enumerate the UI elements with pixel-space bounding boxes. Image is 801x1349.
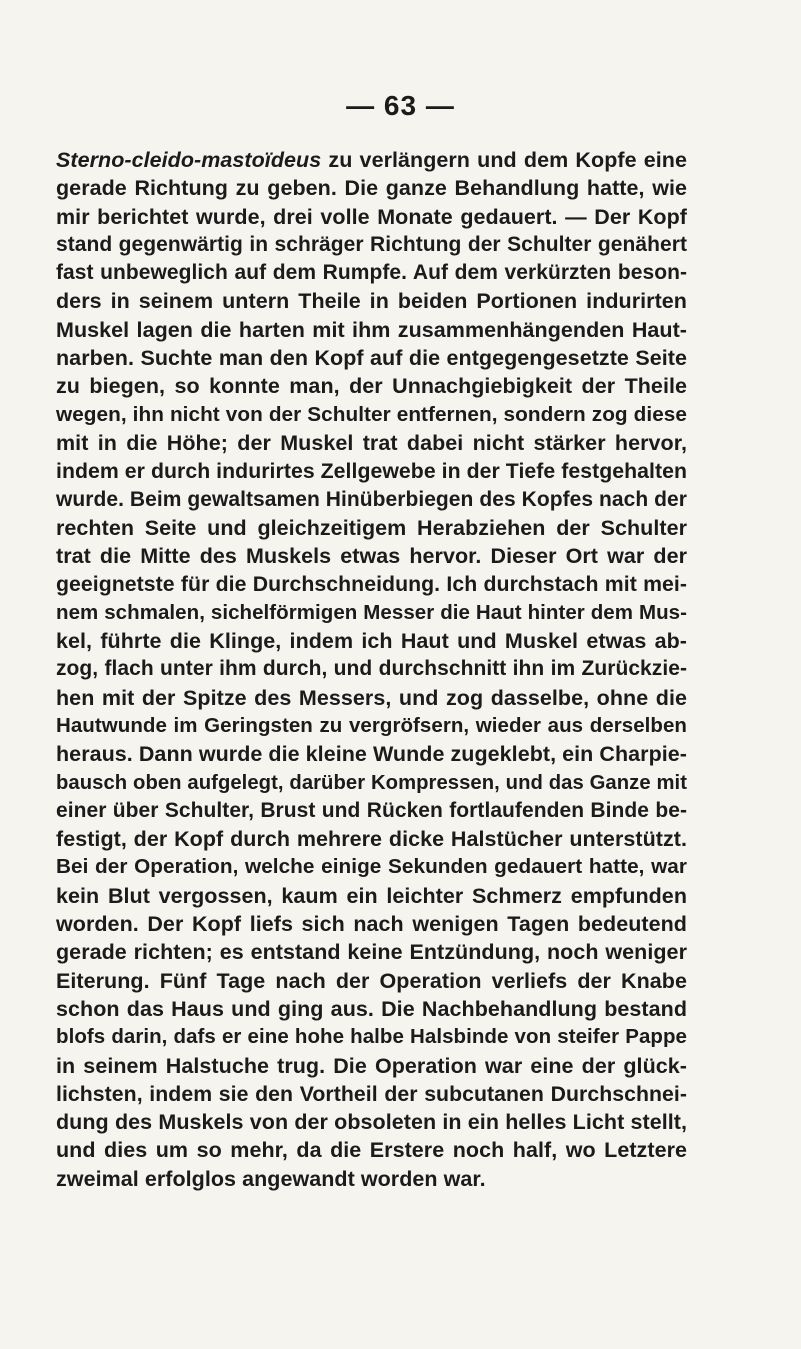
text-line: wurde. Beim gewaltsamen Hinüberbiegen des Kopfes nach der bbox=[56, 487, 687, 511]
text-line: kein Blut vergossen, kaum ein leichter Schmerz empfunden bbox=[56, 883, 687, 908]
text-line: zog, flach unter ihm durch, und durchschnitt ihn im Zurückzie- bbox=[56, 657, 687, 681]
text-line: fast unbeweglich auf dem Rumpfe. Auf dem verkürzten beson- bbox=[56, 261, 687, 285]
text-line: kel, führte die Klinge, indem ich Haut und Muskel etwas ab- bbox=[56, 629, 687, 654]
text-line: Muskel lagen die harten mit ihm zusammenhängenden Haut- bbox=[56, 317, 687, 342]
text-line: zweimal erfolglos angewandt worden war. bbox=[56, 1166, 486, 1191]
text-line: rechten Seite und gleichzeitigem Herabziehen der Schulter bbox=[56, 515, 687, 540]
text-line: festigt, der Kopf durch mehrere dicke Halstücher unterstützt. bbox=[56, 827, 687, 852]
text-line: und dies um so mehr, da die Erstere noch half, wo Letztere bbox=[56, 1138, 687, 1163]
text-line: dung des Muskels von der obsoleten in ein helles Licht stellt, bbox=[56, 1110, 687, 1135]
text-line: worden. Der Kopf liefs sich nach wenigen Tagen bedeutend bbox=[56, 912, 687, 937]
text-line: nem schmalen, sichelförmigen Messer die Haut hinter dem Mus- bbox=[56, 600, 687, 624]
text-line: wegen, ihn nicht von der Schulter entfernen, sondern zog diese bbox=[56, 402, 687, 426]
text-line: Hautwunde im Geringsten zu vergröfsern, wieder aus derselben bbox=[56, 713, 687, 737]
text-line: lichsten, indem sie den Vortheil der subcutanen Durchschnei- bbox=[56, 1081, 687, 1106]
text-line: mit in die Höhe; der Muskel trat dabei nicht stärker hervor, bbox=[56, 430, 687, 455]
text-line: zu biegen, so konnte man, der Unnachgiebigkeit der Theile bbox=[56, 374, 687, 399]
text-line: gerade richten; es entstand keine Entzündung, noch weniger bbox=[56, 940, 687, 965]
body-paragraph bbox=[56, 146, 687, 1193]
text-line: ders in seinem untern Theile in beiden Portionen indurirten bbox=[56, 289, 687, 314]
text-line: stand gegenwärtig in schräger Richtung der Schulter genähert bbox=[56, 232, 687, 256]
text-line: schon das Haus und ging aus. Die Nachbehandlung bestand bbox=[56, 996, 687, 1021]
text-line: indem er durch indurirtes Zellgewebe in der Tiefe festgehalten bbox=[56, 459, 687, 484]
text-line: mir berichtet wurde, drei volle Monate gedauert. — Der Kopf bbox=[56, 204, 687, 229]
text-line: bausch oben aufgelegt, darüber Kompressen, und das Ganze mit bbox=[56, 771, 687, 794]
text-line: narben. Suchte man den Kopf auf die entgegengesetzte Seite bbox=[56, 346, 687, 371]
text-line: trat die Mitte des Muskels etwas hervor. Dieser Ort war der bbox=[56, 544, 687, 569]
text-line: blofs darin, dafs er eine hohe halbe Halsbinde von steifer Pappe bbox=[56, 1025, 687, 1049]
text-line: Eiterung. Fünf Tage nach der Operation verliefs der Knabe bbox=[56, 968, 687, 993]
muscle-term: Sterno-cleido-mastoïdeus bbox=[56, 148, 322, 172]
text-line: in seinem Halstuche trug. Die Operation war eine der glück- bbox=[56, 1053, 687, 1078]
text-line: Bei der Operation, welche einige Sekunden gedauert hatte, war bbox=[56, 855, 687, 879]
text-line: gerade Richtung zu geben. Die ganze Behandlung hatte, wie bbox=[56, 176, 687, 201]
text-line: geeignetste für die Durchschneidung. Ich durchstach mit mei- bbox=[56, 572, 687, 597]
page-number: — 63 — bbox=[346, 90, 455, 121]
text-line: hen mit der Spitze des Messers, und zog dasselbe, ohne die bbox=[56, 685, 687, 710]
text-line: einer über Schulter, Brust und Rücken fortlaufenden Binde be- bbox=[56, 798, 687, 822]
text-line: heraus. Dann wurde die kleine Wunde zugeklebt, ein Charpie- bbox=[56, 742, 687, 767]
text-line: Sterno-cleido-mastoïdeus zu verlängern und dem Kopfe eine bbox=[56, 148, 687, 172]
